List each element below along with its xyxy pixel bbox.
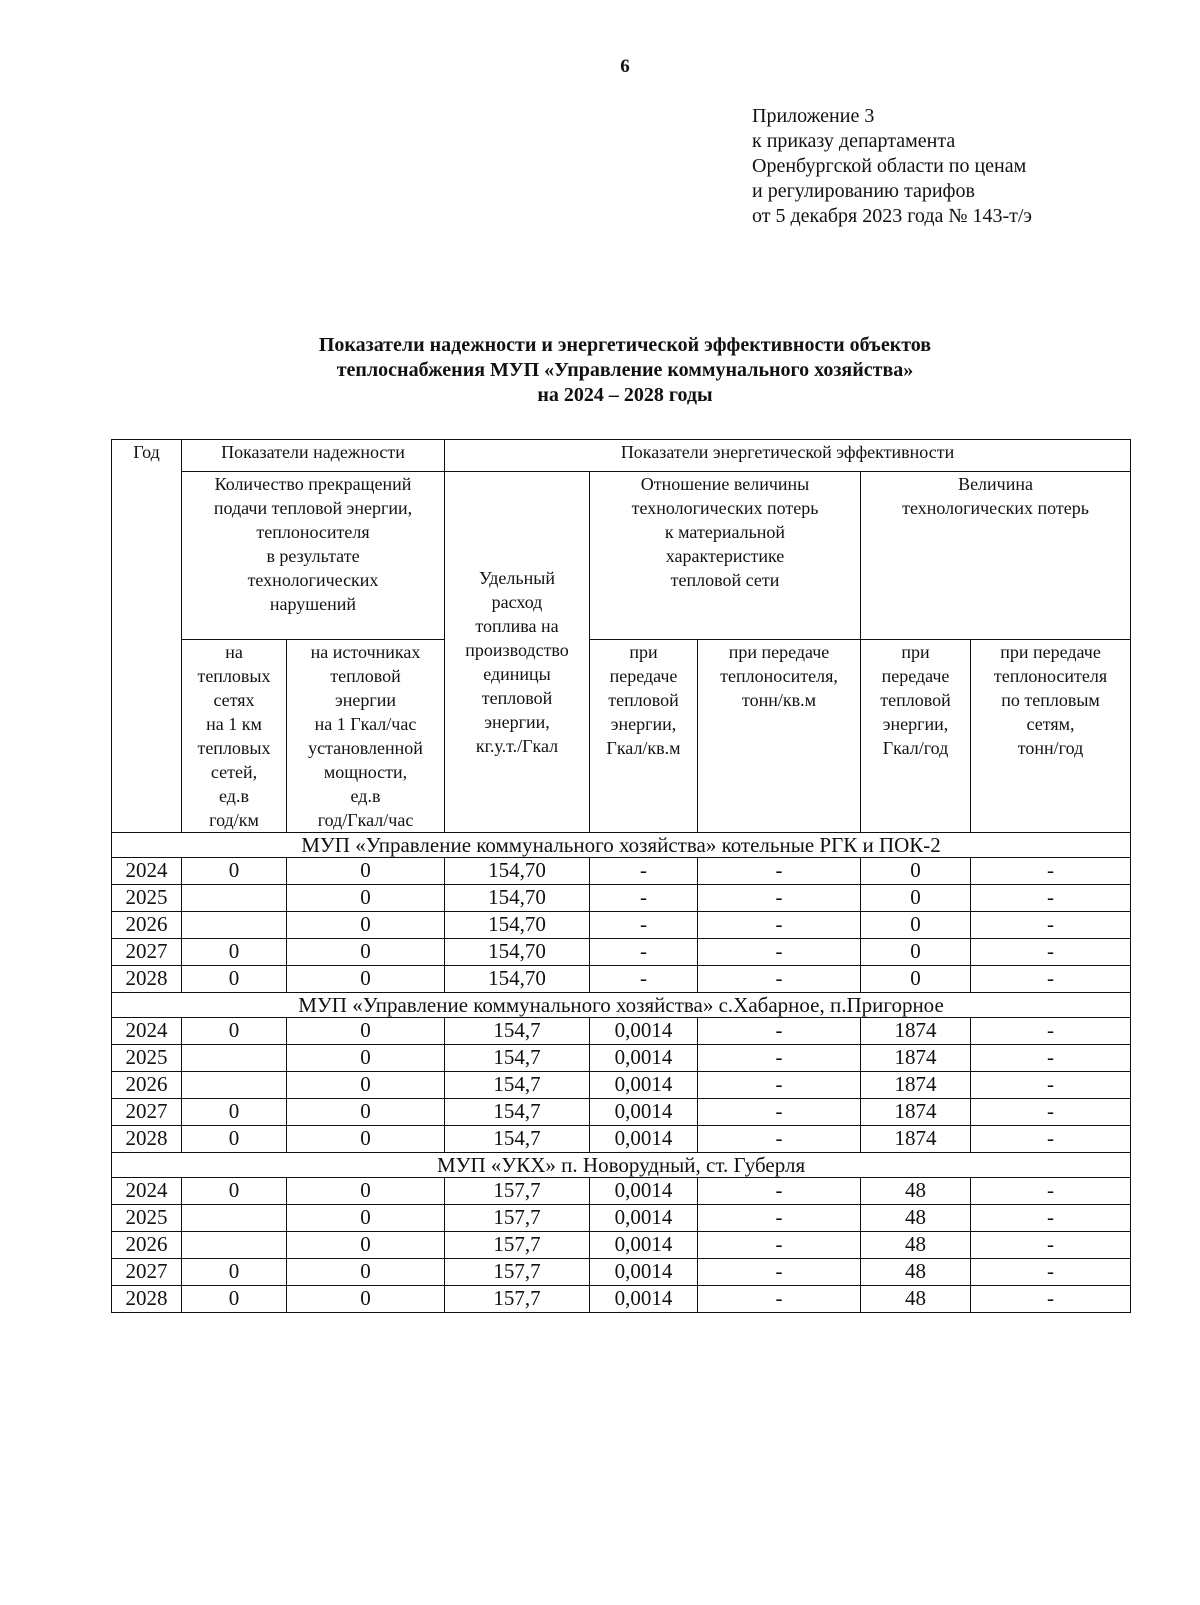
header-line: передаче [881,666,950,686]
table-row [112,1072,1131,1099]
header-reliability: Показатели надежности [182,440,445,472]
cell-loss-heat: 1874 [861,1099,971,1126]
header-line: тепловой [481,688,553,708]
cell-ratio-carrier: - [698,885,861,912]
cell-interruptions-network: 0 [182,858,287,885]
cell-interruptions-network: 0 [182,1099,287,1126]
header-line: при [629,642,658,662]
header-loss-value [861,472,1131,640]
appendix-line: и регулированию тарифов [752,180,975,202]
cell-interruptions-network: 0 [182,966,287,993]
cell-ratio-heat: - [590,885,698,912]
cell-ratio-heat: 0,0014 [590,1259,698,1286]
cell-ratio-carrier: - [698,1072,861,1099]
header-line: теплоносителя, [720,666,838,686]
header-line: на 1 Гкал/час [314,714,417,734]
cell-ratio-heat: 0,0014 [590,1126,698,1153]
cell-fuel-consumption: 154,7 [445,1099,590,1126]
header-line: единицы [483,664,551,684]
header-line: расход [491,592,543,612]
header-line: теплоносителя [993,666,1108,686]
cell-ratio-heat: - [590,966,698,993]
cell-interruptions-network [182,885,287,912]
header-line: Удельный [479,568,555,588]
cell-loss-carrier: - [971,1205,1131,1232]
cell-ratio-heat: 0,0014 [590,1232,698,1259]
section-row [112,833,1131,858]
cell-fuel-consumption: 154,70 [445,939,590,966]
header-line: теплоносителя [256,522,370,542]
header-line: передаче [609,666,678,686]
header-line: сетях [213,690,255,710]
cell-interruptions-network [182,1072,287,1099]
header-line: сетей, [210,762,258,782]
cell-ratio-carrier: - [698,912,861,939]
header-line: производство [465,640,569,660]
cell-loss-heat: 0 [861,966,971,993]
cell-fuel-consumption: 154,70 [445,885,590,912]
cell-year: 2024 [112,858,182,885]
cell-year: 2025 [112,1205,182,1232]
cell-loss-carrier: - [971,966,1131,993]
cell-ratio-carrier: - [698,966,861,993]
header-year: Год [112,440,182,833]
cell-interruptions-source: 0 [287,939,445,966]
cell-ratio-carrier: - [698,1205,861,1232]
title-line: теплоснабжения МУП «Управление коммунального хозяйства» [336,359,914,381]
cell-interruptions-source: 0 [287,1126,445,1153]
header-line: кг.у.т./Гкал [475,736,559,756]
appendix-note [752,104,1032,229]
cell-fuel-consumption: 154,7 [445,1018,590,1045]
header-line: Гкал/кв.м [606,738,681,758]
cell-loss-carrier: - [971,1286,1131,1313]
cell-loss-carrier: - [971,1072,1131,1099]
cell-ratio-heat: 0,0014 [590,1205,698,1232]
cell-year: 2026 [112,1072,182,1099]
cell-loss-carrier: - [971,1232,1131,1259]
appendix-line: Приложение 3 [752,105,875,127]
header-line: технологических потерь [631,498,819,518]
cell-fuel-consumption: 154,7 [445,1072,590,1099]
cell-ratio-carrier: - [698,1099,861,1126]
cell-ratio-heat: 0,0014 [590,1286,698,1313]
appendix-line: Оренбургской области по ценам [752,155,1027,177]
header-line: на 1 км [206,714,262,734]
cell-loss-carrier: - [971,858,1131,885]
cell-loss-heat: 48 [861,1178,971,1205]
cell-ratio-carrier: - [698,1232,861,1259]
cell-year: 2027 [112,939,182,966]
header-line: при передаче [728,642,830,662]
header-line: энергии [335,690,396,710]
page-number: 6 [620,56,630,77]
section-title: МУП «УКХ» п. Новорудный, ст. Губерля [112,1153,1131,1178]
header-line: технологических [247,570,379,590]
cell-loss-carrier: - [971,1099,1131,1126]
cell-interruptions-source: 0 [287,1259,445,1286]
cell-interruptions-network: 0 [182,1259,287,1286]
cell-loss-heat: 1874 [861,1126,971,1153]
header-line: ед.в [219,786,249,806]
header-line: Количество прекращений [214,474,412,494]
cell-interruptions-source: 0 [287,1072,445,1099]
header-line: тепловой [330,666,401,686]
table-row [112,1045,1131,1072]
header-per-gcal [287,640,445,833]
cell-loss-heat: 48 [861,1232,971,1259]
header-interruptions [182,472,445,640]
cell-interruptions-network: 0 [182,939,287,966]
cell-interruptions-source: 0 [287,1045,445,1072]
header-line: в результате [266,546,360,566]
header-line: тепловой [608,690,679,710]
cell-loss-heat: 0 [861,885,971,912]
header-efficiency: Показатели энергетической эффективности [445,440,1131,472]
header-line: установленной [308,738,423,758]
cell-interruptions-source: 0 [287,1018,445,1045]
cell-ratio-carrier: - [698,1018,861,1045]
cell-loss-heat: 48 [861,1259,971,1286]
table-row [112,939,1131,966]
header-line: на [225,642,243,662]
header-line: энергии, [484,712,550,732]
table-row [112,885,1131,912]
cell-year: 2027 [112,1259,182,1286]
cell-year: 2026 [112,912,182,939]
cell-loss-carrier: - [971,912,1131,939]
header-line: Величина [958,474,1033,494]
header-fuel-consumption [445,472,590,833]
table-row [112,1286,1131,1313]
header-line: сетям, [1026,714,1075,734]
header-line: при передаче [1000,642,1101,662]
header-line: тепловой [880,690,951,710]
table-row [112,1099,1131,1126]
cell-loss-carrier: - [971,1018,1131,1045]
cell-interruptions-network: 0 [182,1018,287,1045]
header-line: к материальной [664,522,786,542]
cell-loss-heat: 1874 [861,1072,971,1099]
header-line: топлива на [475,616,559,636]
cell-interruptions-network: 0 [182,1126,287,1153]
cell-interruptions-network: 0 [182,1178,287,1205]
table-row [112,1259,1131,1286]
cell-fuel-consumption: 157,7 [445,1178,590,1205]
header-line: тепловых [197,666,271,686]
cell-ratio-carrier: - [698,1126,861,1153]
cell-interruptions-source: 0 [287,966,445,993]
header-line: при [901,642,930,662]
cell-loss-heat: 0 [861,858,971,885]
cell-year: 2028 [112,966,182,993]
cell-loss-carrier: - [971,885,1131,912]
header-loss-ratio [590,472,861,640]
cell-ratio-carrier: - [698,858,861,885]
cell-ratio-carrier: - [698,939,861,966]
indicators-table [111,439,1131,1313]
header-value-heat [861,640,971,833]
cell-ratio-heat: 0,0014 [590,1072,698,1099]
cell-loss-carrier: - [971,1178,1131,1205]
cell-ratio-carrier: - [698,1045,861,1072]
table-row [112,1205,1131,1232]
cell-fuel-consumption: 154,70 [445,858,590,885]
table-row [112,1178,1131,1205]
cell-ratio-heat: - [590,939,698,966]
header-line: ед.в [350,786,381,806]
cell-interruptions-source: 0 [287,1099,445,1126]
header-line: подачи тепловой энергии, [213,498,413,518]
header-line: тепловой сети [670,570,780,590]
cell-year: 2028 [112,1126,182,1153]
table-row [112,1232,1131,1259]
section-title: МУП «Управление коммунального хозяйства» с.Хабарное, п.Пригорное [112,993,1131,1018]
section-row [112,993,1131,1018]
cell-fuel-consumption: 157,7 [445,1286,590,1313]
cell-year: 2024 [112,1178,182,1205]
cell-loss-carrier: - [971,1126,1131,1153]
cell-year: 2024 [112,1018,182,1045]
header-line: технологических потерь [902,498,1089,518]
header-line: на источниках [310,642,421,662]
cell-ratio-heat: 0,0014 [590,1099,698,1126]
header-ratio-heat [590,640,698,833]
title-line: Показатели надежности и энергетической эффективности объектов [318,334,932,356]
cell-loss-carrier: - [971,1259,1131,1286]
table-row [112,1018,1131,1045]
cell-loss-heat: 48 [861,1286,971,1313]
cell-ratio-carrier: - [698,1259,861,1286]
cell-fuel-consumption: 154,70 [445,966,590,993]
cell-fuel-consumption: 154,70 [445,912,590,939]
cell-loss-heat: 1874 [861,1045,971,1072]
header-per-km [182,640,287,833]
cell-fuel-consumption: 157,7 [445,1232,590,1259]
table-row [112,1126,1131,1153]
header-line: тепловых [197,738,271,758]
cell-interruptions-source: 0 [287,858,445,885]
cell-interruptions-source: 0 [287,1178,445,1205]
cell-ratio-heat: - [590,858,698,885]
table-row [112,966,1131,993]
cell-interruptions-network: 0 [182,1286,287,1313]
cell-year: 2025 [112,885,182,912]
header-line: год/км [209,810,259,830]
cell-year: 2026 [112,1232,182,1259]
cell-ratio-heat: 0,0014 [590,1045,698,1072]
section-row [112,1153,1131,1178]
cell-loss-carrier: - [971,1045,1131,1072]
cell-ratio-heat: 0,0014 [590,1178,698,1205]
cell-interruptions-network [182,1205,287,1232]
header-line: характеристике [665,546,785,566]
header-line: Гкал/год [882,738,949,758]
header-line: энергии, [882,714,949,734]
cell-loss-heat: 48 [861,1205,971,1232]
cell-fuel-consumption: 154,7 [445,1126,590,1153]
cell-fuel-consumption: 157,7 [445,1205,590,1232]
cell-interruptions-source: 0 [287,1205,445,1232]
cell-interruptions-source: 0 [287,1232,445,1259]
header-line: мощности, [323,762,408,782]
cell-interruptions-network [182,912,287,939]
table-row [112,858,1131,885]
header-ratio-carrier [698,640,861,833]
cell-loss-heat: 0 [861,912,971,939]
cell-fuel-consumption: 154,7 [445,1045,590,1072]
cell-ratio-heat: - [590,912,698,939]
document-title [0,333,1200,408]
appendix-line: от 5 декабря 2023 года № 143-т/э [752,205,1032,227]
cell-year: 2025 [112,1045,182,1072]
header-line: нарушений [269,594,357,614]
cell-interruptions-network [182,1232,287,1259]
cell-ratio-carrier: - [698,1178,861,1205]
cell-interruptions-source: 0 [287,885,445,912]
title-line: на 2024 – 2028 годы [537,384,713,406]
header-line: год/Гкал/час [317,810,414,830]
header-line: по тепловым [1001,690,1100,710]
cell-interruptions-network [182,1045,287,1072]
header-line: тонн/кв.м [741,690,817,710]
cell-ratio-heat: 0,0014 [590,1018,698,1045]
cell-interruptions-source: 0 [287,912,445,939]
cell-ratio-carrier: - [698,1286,861,1313]
cell-year: 2027 [112,1099,182,1126]
cell-loss-heat: 0 [861,939,971,966]
cell-loss-heat: 1874 [861,1018,971,1045]
header-line: энергии, [610,714,677,734]
table-row [112,912,1131,939]
section-title: МУП «Управление коммунального хозяйства» котельные РГК и ПОК-2 [112,833,1131,858]
cell-loss-carrier: - [971,939,1131,966]
cell-year: 2028 [112,1286,182,1313]
appendix-line: к приказу департамента [752,130,956,152]
header-value-carrier [971,640,1131,833]
header-line: тонн/год [1017,738,1084,758]
header-line: Отношение величины [640,474,810,494]
cell-interruptions-source: 0 [287,1286,445,1313]
cell-fuel-consumption: 157,7 [445,1259,590,1286]
